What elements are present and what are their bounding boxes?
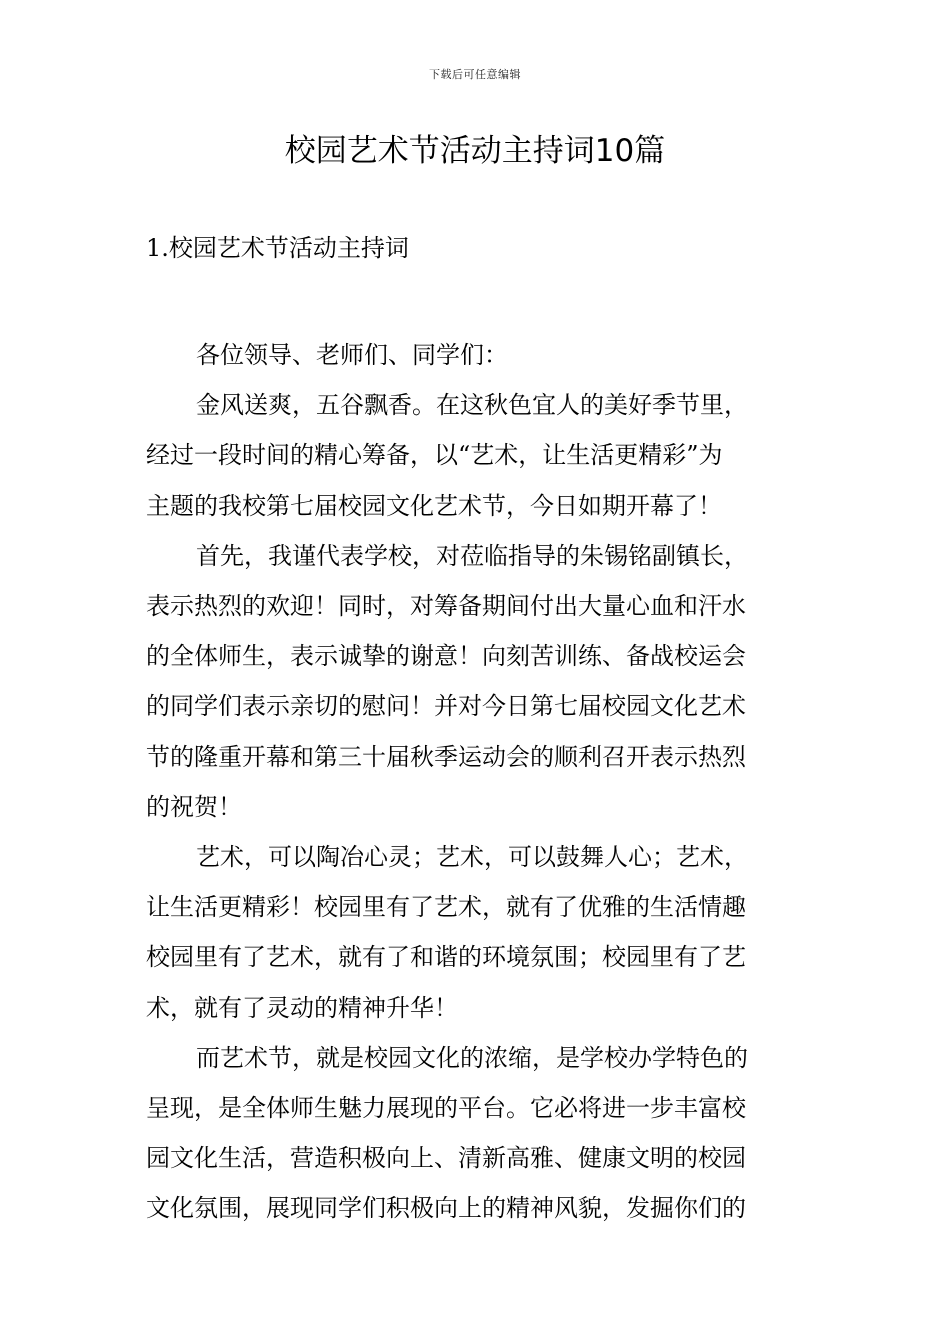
section-heading: 1.校园艺术节活动主持词: [146, 234, 409, 262]
header-note: 下载后可任意编辑: [429, 68, 521, 81]
document-title: 校园艺术节活动主持词10篇: [284, 133, 666, 169]
paragraph-welcome: 首先，我谨代表学校，对莅临指导的朱锡铭副镇长， 表示热烈的欢迎！同时，对筹备期间付出大量心血和汗水 的全体师生，表示诚挚的谢意！向刻苦训练、备战校运会 的同学们表示亲切的慰问！并对今日第七届校园文化艺术 节的隆重开幕和第三十届秋季运动会的顺利召开表示热烈 的祝贺！: [146, 541, 748, 821]
paragraph-opening: 金风送爽，五谷飘香。在这秋色宜人的美好季节里， 经过一段时间的精心筹备，以“艺术，让生活更精彩”为 主题的我校第七届校园文化艺术节，今日如期开幕了！: [146, 391, 748, 520]
paragraph-festival: 而艺术节，就是校园文化的浓缩，是学校办学特色的 呈现，是全体师生魅力展现的平台。它必将进一步丰富校 园文化生活，营造积极向上、清新高雅、健康文明的校园 文化氛围，展现同学们积极向上的精神风貌，发掘你们的: [146, 1043, 748, 1223]
document-body: [146, 330, 808, 1234]
paragraph-art: 艺术，可以陶冶心灵；艺术，可以鼓舞人心；艺术， 让生活更精彩！校园里有了艺术，就有了优雅的生活情趣 校园里有了艺术，就有了和谐的环境氛围；校园里有了艺 术，就有了灵动的精神升华！: [146, 843, 748, 1022]
paragraph-greeting: 各位领导、老师们、同学们：: [196, 341, 508, 369]
